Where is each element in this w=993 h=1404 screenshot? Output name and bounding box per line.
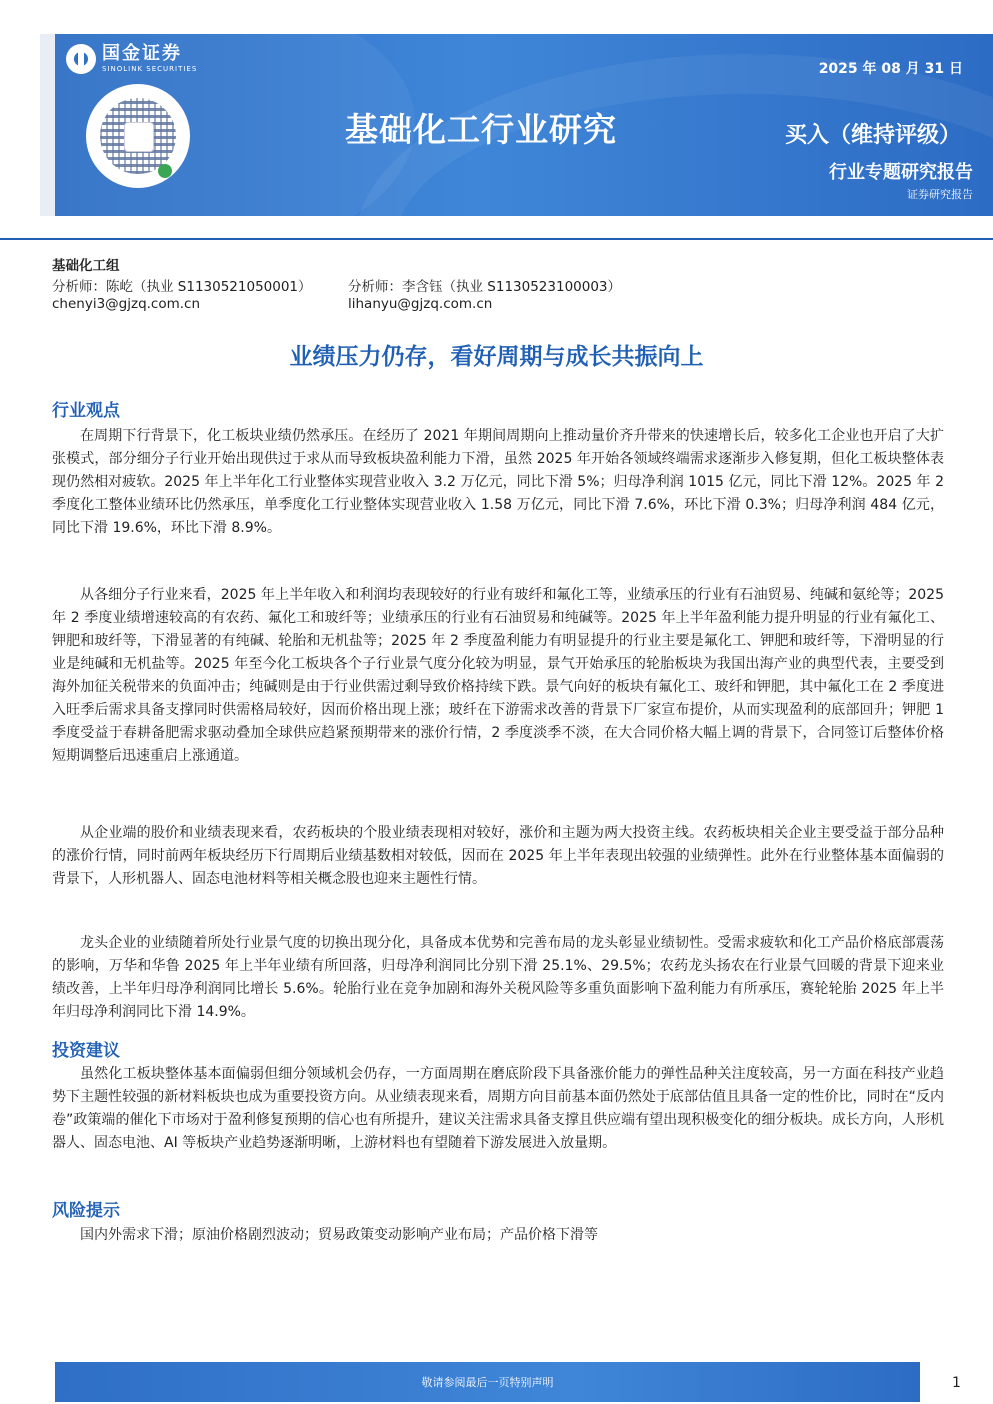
footer-disclaimer-note: 敬请参阅最后一页特别声明 xyxy=(421,1376,554,1389)
report-headline: 业绩压力仍存，看好周期与成长共振向上 xyxy=(289,344,704,370)
risk-paragraph: 国内外需求下滑；原油价格剧烈波动；贸易政策变动影响产业布局；产品价格下滑等 xyxy=(80,1227,598,1243)
report-date: 2025 年 08 月 31 日 xyxy=(818,61,963,77)
analyst-1: 分析师：陈屹（执业 S1130521050001） xyxy=(52,279,312,295)
view-paragraph-1: 在周期下行背景下，化工板块业绩仍然承压。在经历了 2021 年期间周期向上推动量价齐升带来的快速增长后，较多化工企业也开启了大扩张模式，部分细分子行业开始出现供过于求从而导致板块盈利能力下滑，虽然 2025 年开始各领域终端需求逐渐步入修复期，但化工板块整体表现仍然相对疲软。2025 年上半年化工行业整体实现营业收入 3.2 万亿元，同比下滑 5%；归母净利润 1015 亿元，同比下滑 12%。2025 年 2 季度化工整体业绩环比仍然承压，单季度化工行业整体实现营业收入 1.58 万亿元，同比下滑 7.6%，环比下滑 0.3%；归母净利润 484 亿元，同比下滑 19.6%，环比下滑 8.9%。 xyxy=(52,428,944,536)
company-logo xyxy=(66,44,197,74)
qr-center-logo-icon xyxy=(124,122,154,152)
section-title-invest: 投资建议 xyxy=(52,1041,120,1061)
qr-code-icon[interactable] xyxy=(86,84,190,188)
rating-label: 买入（维持评级） xyxy=(784,123,961,148)
view-paragraph-4: 龙头企业的业绩随着所处行业景气度的切换出现分化，具备成本优势和完善布局的龙头彰显业绩韧性。受需求疲软和化工产品价格底部震荡的影响，万华和华鲁 2025 年上半年业绩有所回落，归母净利润同比分别下滑 25.1%、29.5%；农药龙头扬农在行业景气回暖的背景下迎来业绩改善，上半年归母净利润同比增长 5.6%。轮胎行业在竞争加剧和海外关税风险等多重负面影响下盈利能力有所承压，赛轮轮胎 2025 年上半年归母净利润同比下滑 14.9%。 xyxy=(52,935,944,1020)
footer-bar xyxy=(55,1362,920,1402)
banner-side-strip xyxy=(40,34,55,216)
logo-cn-text: 国金证券 xyxy=(102,43,182,64)
section-title-risk: 风险提示 xyxy=(52,1201,120,1221)
logo-en-text: SINOLINK SECURITIES xyxy=(102,65,198,73)
page-number: 1 xyxy=(952,1375,961,1391)
view-paragraph-2: 从各细分子行业来看，2025 年上半年收入和利润均表现较好的行业有玻纤和氟化工等，业绩承压的行业有石油贸易、纯碱和氨纶等；2025 年 2 季度业绩增速较高的有农药、氟化工和玻纤等；业绩承压的行业有石油贸易和纯碱等。2025 年上半年盈利能力提升明显的行业有氟化工、钾肥和玻纤等，下滑显著的有纯碱、轮胎和无机盐等；2025 年 2 季度盈利能力有明显提升的行业主要是氟化工、钾肥和玻纤等，下滑明显的行业是纯碱和无机盐等。2025 年至今化工板块各个子行业景气度分化较为明显，景气开始承压的轮胎板块为我国出海产业的典型代表，主要受到海外加征关税带来的负面冲击；纯碱则是由于行业供需过剩导致价格持续下跌。景气向好的板块有氟化工、玻纤和钾肥，其中氟化工在 2 季度进入旺季后需求具备支撑同时供需格局较好，因而价格出现上涨；玻纤在下游需求改善的背景下厂家宣布提价，从而实现盈利的底部回升；钾肥 1 季度受益于春耕备肥需求驱动叠加全球供应趋紧预期带来的涨价行情，2 季度淡季不淡，在大合同价格大幅上调的背景下，合同签订后整体价格短期调整后迅速重启上涨通道。 xyxy=(52,587,944,764)
report-title: 基础化工行业研究 xyxy=(345,110,617,149)
invest-paragraph: 虽然化工板块整体基本面偏弱但细分领域机会仍存，一方面周期在磨底阶段下具备涨价能力的弹性品种关注度较高，另一方面在科技产业趋势下主题性较强的新材料板块也成为重要投资方向。从业绩表现来看，周期方向目前基本面仍然处于底部估值且具备一定的性价比，同时在“反内卷”政策端的催化下市场对于盈利修复预期的信心也有所提升，建议关注需求具备支撑且供应端有望出现积极变化的细分板块。成长方向，人形机器人、固态电池、AI 等板块产业趋势逐渐明晰，上游材料也有望随着下游发展进入放量期。 xyxy=(52,1066,944,1151)
report-type: 行业专题研究报告 xyxy=(829,162,973,183)
analyst-2-email[interactable]: lihanyu@gjzq.com.cn xyxy=(348,296,493,312)
header-divider xyxy=(0,238,993,240)
sinolink-logo-icon xyxy=(66,44,96,74)
report-subtype: 证券研究报告 xyxy=(907,188,973,201)
analyst-2: 分析师：李含钰（执业 S1130523100003） xyxy=(348,279,622,295)
research-group: 基础化工组 xyxy=(52,258,120,274)
mini-program-badge-icon xyxy=(158,164,172,178)
view-paragraph-3: 从企业端的股价和业绩表现来看，农药板块的个股业绩表现相对较好，涨价和主题为两大投资主线。农药板块相关企业主要受益于部分品种的涨价行情，同时前两年板块经历下行周期后业绩基数相对较低，因而在 2025 年上半年表现出较强的业绩弹性。此外在行业整体基本面偏弱的背景下，人形机器人、固态电池材料等相关概念股也迎来主题性行情。 xyxy=(52,825,944,887)
section-title-view: 行业观点 xyxy=(52,401,120,421)
analyst-1-email[interactable]: chenyi3@gjzq.com.cn xyxy=(52,296,201,312)
